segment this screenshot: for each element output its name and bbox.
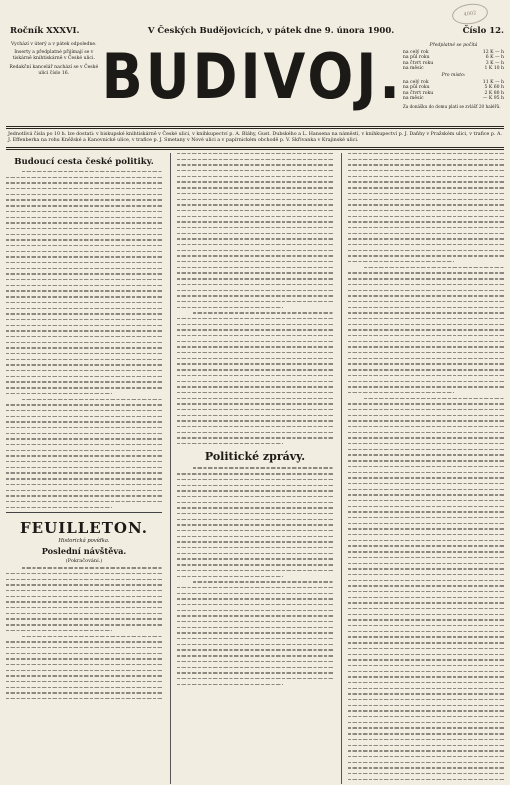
- price-row: na půl roku 6 K — h: [402, 55, 504, 61]
- feuilleton-body: [6, 567, 162, 699]
- feuilleton-subtitle: Historická povídka.: [58, 538, 110, 545]
- column-3-body: [348, 153, 504, 780]
- price-row: na čtvrt roku 2 K 80 h: [402, 90, 504, 96]
- newspaper-page: [6, 4, 504, 781]
- library-stamp: 4002: [451, 2, 489, 27]
- header-right-prices: [403, 38, 504, 124]
- political-news-heading: Politické zprávy.: [204, 450, 306, 464]
- price-row: na celý rok 11 K — h: [402, 79, 504, 85]
- newspaper-title: BUDIVOJ.: [101, 40, 403, 113]
- political-news-body: [177, 467, 333, 685]
- banner-rule: [6, 147, 504, 150]
- feuilleton-continuation: (Pokračování.): [65, 558, 103, 565]
- sales-points-banner: Jednotlivá čísla po 10 h. lze dostati: v biskupské knihtiskárně v České ulici, v knihkupectví p. A. Bláhy, Gust. Dubského a L. Hansena na náměstí, v knihkupectví p. J. Daňhy v Pražském ulici, v trafice p. A. J. Effenberka na rohu Kněžské a Kanovnické ulice, v trafice p. J. Smetany v Nové ulici a v papírnickém obchodě p. V. Skřivanka v Krajinské ulici.: [8, 132, 502, 143]
- column-1: [6, 153, 162, 784]
- price-row: na měsíc — K 95 h: [402, 96, 504, 102]
- section-divider: [6, 512, 162, 513]
- issue-number: Číslo 12.: [462, 26, 504, 36]
- article-columns: [6, 153, 504, 784]
- column-3: [341, 153, 504, 784]
- header-left-info: [6, 38, 102, 124]
- price-row: na celý rok 12 K — h: [402, 49, 504, 55]
- article-body-continued: [177, 153, 333, 444]
- price-section-title: Předplatné se počítá: [429, 43, 478, 48]
- price-section-title-local: Pro místo:: [441, 72, 466, 78]
- price-row: na půl roku 5 K 60 h: [402, 85, 504, 91]
- volume-number: Ročník XXXVI.: [10, 26, 80, 36]
- editorial-office-info: Redakční kancelář nachází se v České ulici číslo 16.: [9, 64, 99, 76]
- place-date: V Českých Budějovicích, v pátek dne 9. února 1900.: [147, 26, 395, 36]
- article-headline: Budoucí cesta české politiky.: [14, 157, 154, 167]
- feuilleton-heading: FEUILLETON.: [20, 519, 148, 538]
- column-2: [170, 153, 333, 784]
- price-row: na měsíc 1 K 10 h: [402, 66, 504, 72]
- masthead-line: [10, 26, 504, 36]
- feuilleton-title: Poslední návštěva.: [41, 546, 127, 557]
- article-body: [6, 171, 162, 508]
- subscription-info: Inserty a předplatné přijímají se v tiskárně knihtiskárně v České ulici.: [12, 50, 95, 62]
- price-row: na čtvrt roku 3 K — h: [402, 60, 504, 66]
- header-row: [6, 38, 504, 124]
- delivery-note: Za donášku do domu platí se zvlášť 20 haléřů.: [402, 103, 501, 109]
- publication-schedule: Vychází v úterý a v pátek odpoledne.: [11, 42, 97, 47]
